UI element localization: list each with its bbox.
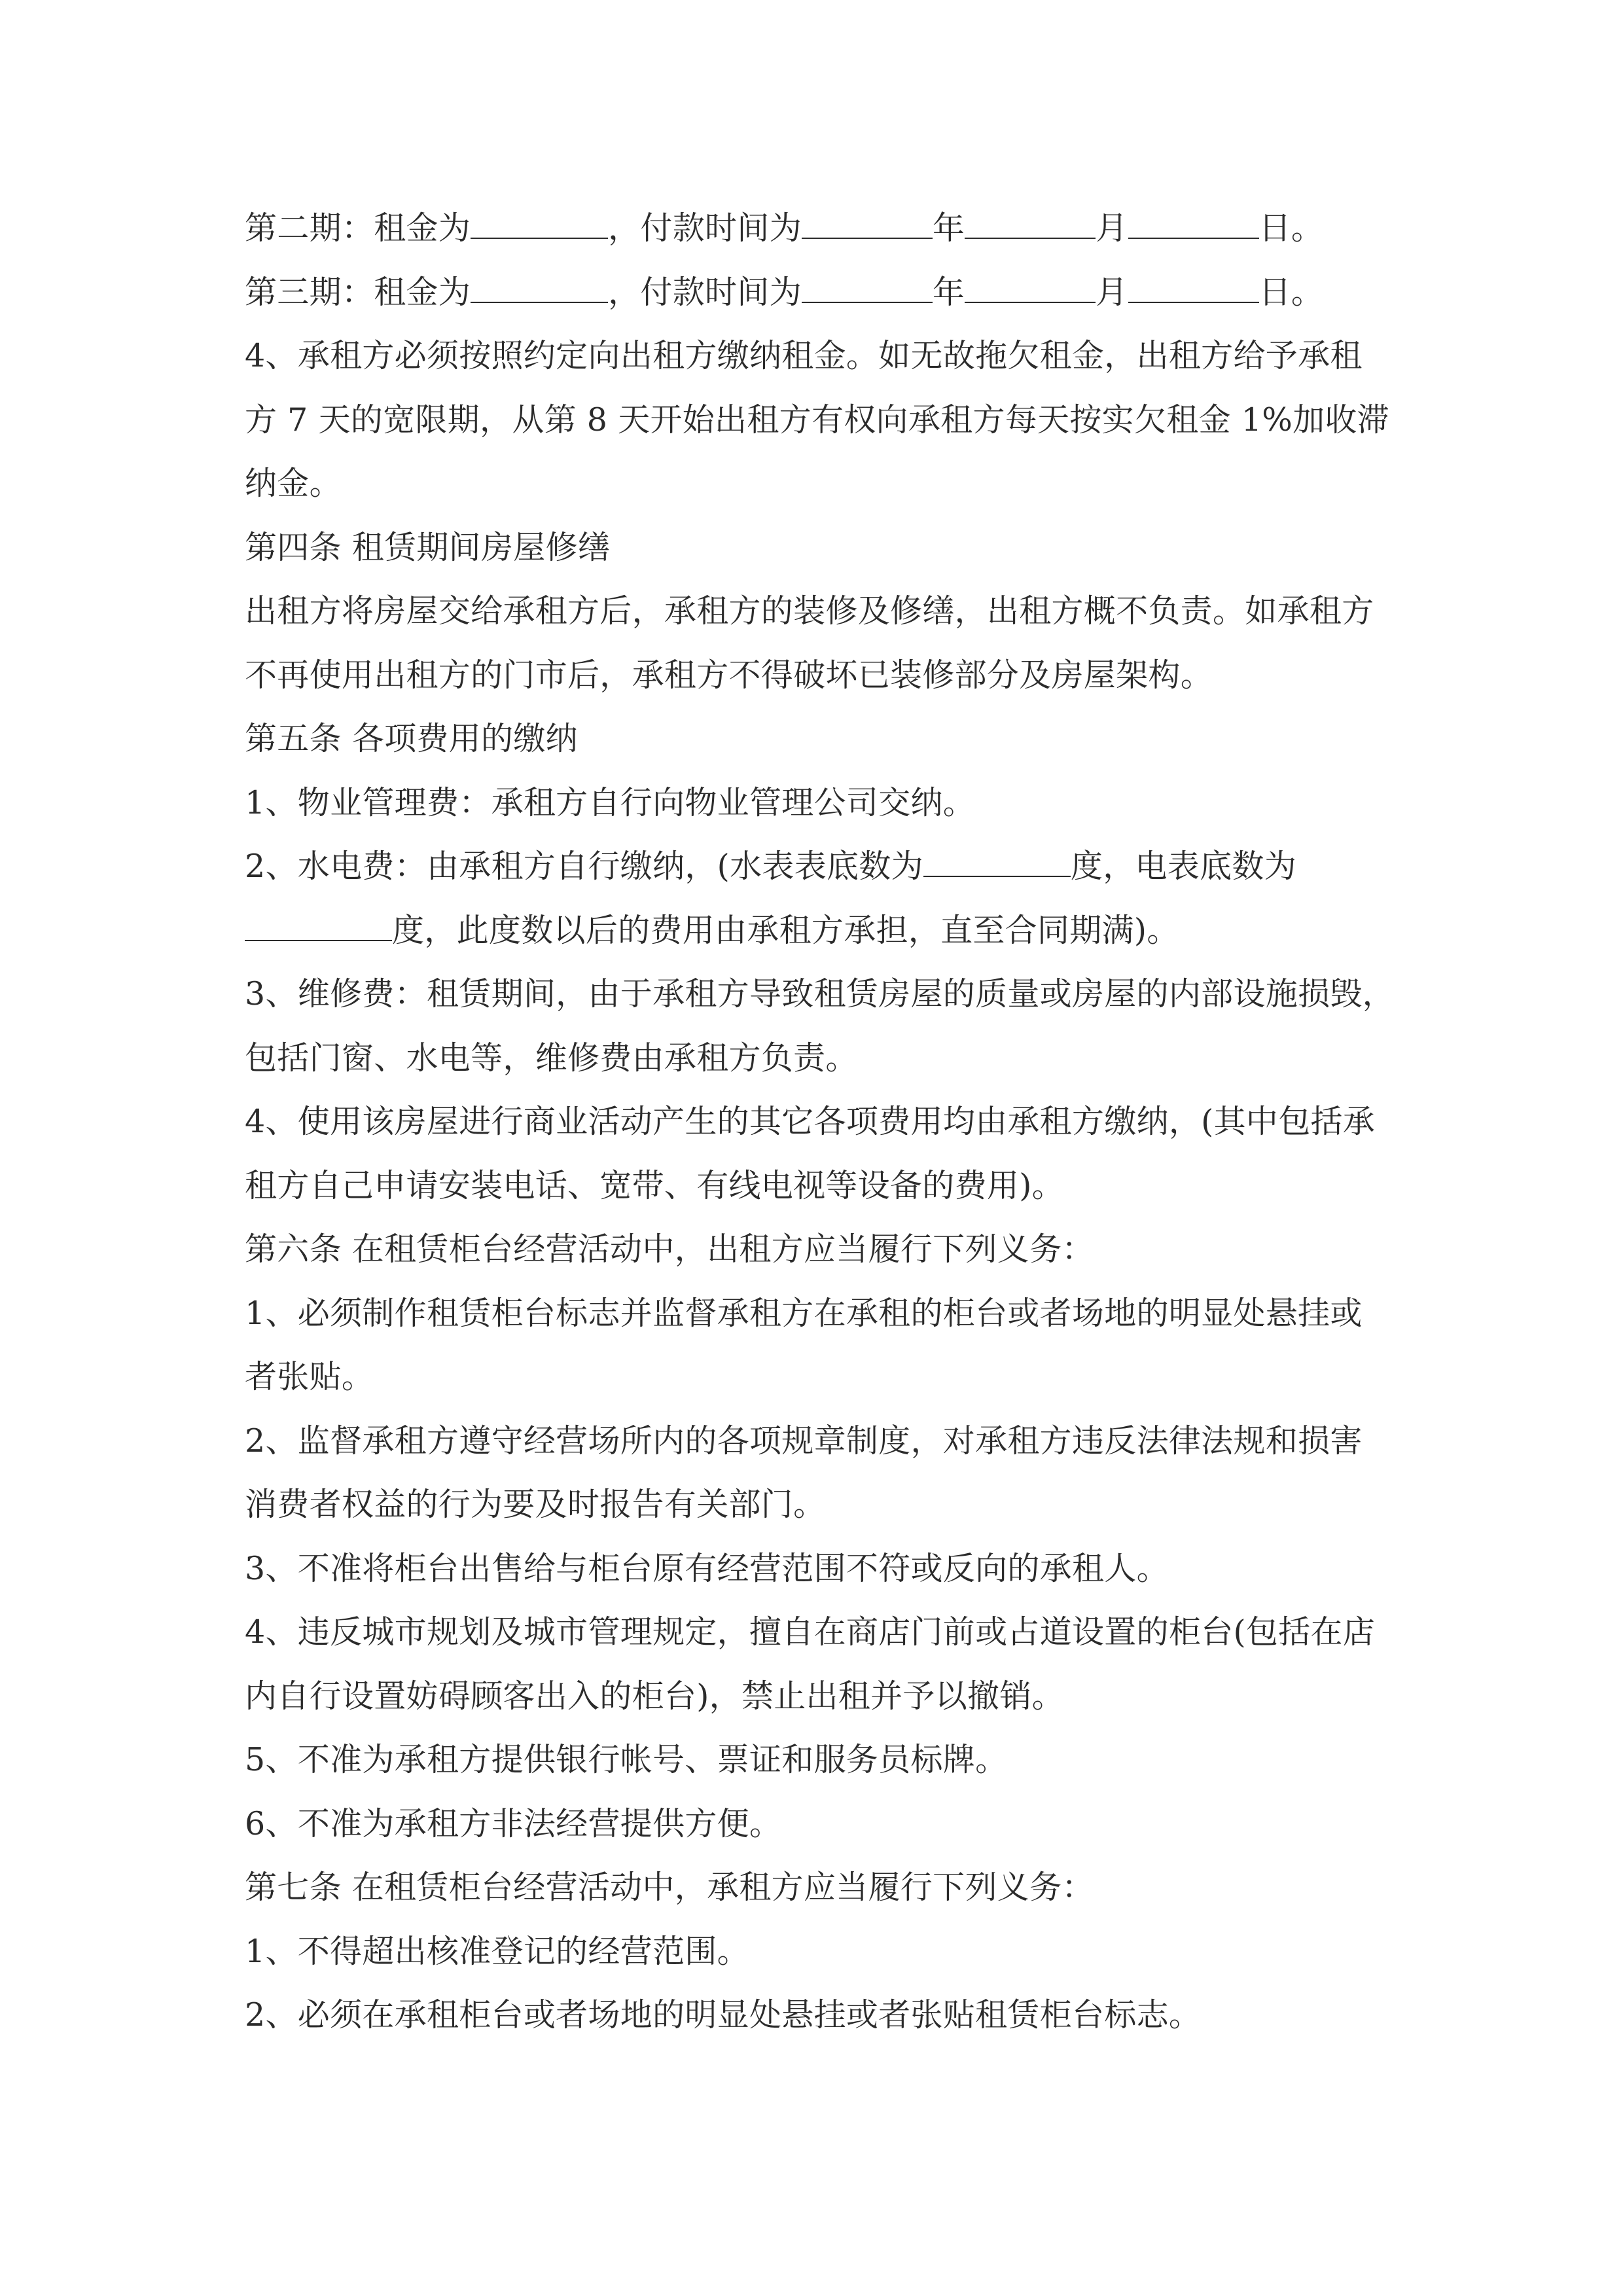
text-segment: 日。 bbox=[1258, 209, 1324, 247]
water-meter-blank bbox=[923, 847, 1071, 877]
paragraph-line: 纳金。 bbox=[245, 465, 342, 502]
text-segment: ，付款时间为 bbox=[608, 209, 802, 247]
payment-period-3-line bbox=[245, 260, 1383, 325]
paragraph-line: 4、承租方必须按照约定向出租方缴纳租金。如无故拖欠租金，出租方给予承租 bbox=[245, 337, 1363, 374]
utilities-line bbox=[245, 834, 1383, 899]
article-4-heading: 第四条 租赁期间房屋修缮 bbox=[245, 528, 611, 566]
paragraph-line: 方 7 天的宽限期，从第 8 天开始出租方有权向承租方每天按实欠租金 1%加收滞 bbox=[245, 401, 1389, 439]
paragraph-line: 2、必须在承租柜台或者场地的明显处悬挂或者张贴租赁柜台标志。 bbox=[245, 1996, 1202, 2034]
paragraph-line: 1、必须制作租赁柜台标志并监督承租方在承租的柜台或者场地的明显处悬挂或 bbox=[245, 1294, 1363, 1332]
paragraph-line: 4、使用该房屋进行商业活动产生的其它各项费用均由承租方缴纳，(其中包括承 bbox=[245, 1103, 1376, 1140]
paragraph-line: 消费者权益的行为要及时报告有关部门。 bbox=[245, 1486, 826, 1523]
paragraph-line: 5、不准为承租方提供银行帐号、票证和服务员标牌。 bbox=[245, 1741, 1008, 1778]
text-segment: 年 bbox=[932, 209, 965, 247]
year-blank bbox=[802, 273, 933, 303]
paragraph-line: 3、维修费：租赁期间，由于承租方导致租赁房屋的质量或房屋的内部设施损毁， bbox=[245, 975, 1395, 1013]
year-blank bbox=[802, 209, 933, 239]
paragraph-line: 4、违反城市规划及城市管理规定，擅自在商店门前或占道设置的柜台(包括在店 bbox=[245, 1613, 1376, 1651]
text-segment: 2、水电费：由承租方自行缴纳，(水表表底数为 bbox=[245, 848, 923, 885]
text-segment: ，付款时间为 bbox=[608, 273, 802, 311]
paragraph-line: 者张贴。 bbox=[245, 1358, 374, 1395]
article-5-heading: 第五条 各项费用的缴纳 bbox=[245, 720, 578, 757]
paragraph-line: 2、监督承租方遵守经营场所内的各项规章制度，对承租方违反法律法规和损害 bbox=[245, 1422, 1363, 1460]
contract-body bbox=[245, 196, 1395, 2047]
paragraph-line: 3、不准将柜台出售给与柜台原有经营范围不符或反向的承租人。 bbox=[245, 1549, 1169, 1587]
text-segment: 第二期：租金为 bbox=[245, 209, 471, 247]
month-blank bbox=[965, 273, 1096, 303]
paragraph-line: 1、物业管理费：承租方自行向物业管理公司交纳。 bbox=[245, 783, 976, 821]
paragraph-line: 出租方将房屋交给承租方后，承租方的装修及修缮，出租方概不负责。如承租方 bbox=[245, 592, 1374, 630]
day-blank bbox=[1128, 273, 1259, 303]
paragraph-line: 1、不得超出核准登记的经营范围。 bbox=[245, 1932, 749, 1970]
rent-amount-blank bbox=[471, 273, 608, 303]
month-blank bbox=[965, 209, 1096, 239]
text-segment: 度，电表底数为 bbox=[1070, 848, 1297, 885]
text-segment: 度，此度数以后的费用由承租方承担，直至合同期满)。 bbox=[392, 911, 1179, 949]
electric-meter-blank bbox=[245, 911, 392, 941]
paragraph-line: 包括门窗、水电等，维修费由承租方负责。 bbox=[245, 1039, 858, 1077]
article-7-heading: 第七条 在租赁柜台经营活动中，承租方应当履行下列义务： bbox=[245, 1869, 1094, 1906]
text-segment: 年 bbox=[932, 273, 965, 311]
utilities-line-2 bbox=[245, 899, 1383, 963]
paragraph-line: 不再使用出租方的门市后，承租方不得破坏已装修部分及房屋架构。 bbox=[245, 656, 1213, 694]
text-segment: 月 bbox=[1096, 209, 1128, 247]
day-blank bbox=[1128, 209, 1259, 239]
paragraph-line: 内自行设置妨碍顾客出入的柜台)，禁止出租并予以撤销。 bbox=[245, 1677, 1064, 1715]
rent-amount-blank bbox=[471, 209, 608, 239]
payment-period-2-line bbox=[245, 196, 1383, 260]
text-segment: 月 bbox=[1096, 273, 1128, 311]
text-segment: 日。 bbox=[1258, 273, 1324, 311]
paragraph-line: 6、不准为承租方非法经营提供方便。 bbox=[245, 1804, 782, 1842]
text-segment: 第三期：租金为 bbox=[245, 273, 471, 311]
article-6-heading: 第六条 在租赁柜台经营活动中，出租方应当履行下列义务： bbox=[245, 1230, 1094, 1268]
paragraph-line: 租方自己申请安装电话、宽带、有线电视等设备的费用)。 bbox=[245, 1166, 1064, 1204]
